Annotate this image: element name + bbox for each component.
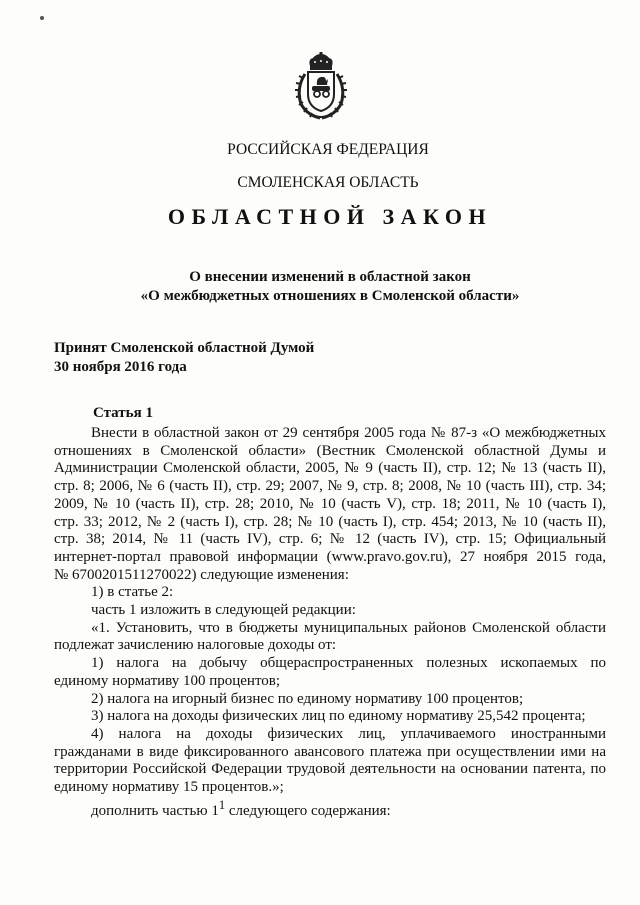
body-line: часть 1 изложить в следующей редакции: <box>91 602 356 619</box>
smolensk-coat-of-arms-icon <box>293 52 349 120</box>
law-subject-line: О внесении изменений в областной закон <box>189 269 471 285</box>
law-subject <box>10 268 640 306</box>
body-line: 2) налога на игорный бизнес по единому нормативу 100 процентов; <box>91 690 524 707</box>
article-body <box>54 425 606 820</box>
supplement-suffix: следующего содержания: <box>225 802 391 819</box>
body-line: стр. 8; 2006, № 6 (часть II), стр. 29; 2007, № 9, стр. 8; 2008, № 10 (часть III), стр. 34; <box>54 478 606 495</box>
body-line: Внести в областной закон от 29 сентября 2005 года № 87-з «О межбюджетных <box>91 425 606 441</box>
body-line: территории Российской Федерации трудовой деятельности на основании патента, по <box>54 761 606 778</box>
body-line: № 6700201511270022) следующие изменения: <box>54 566 349 583</box>
country-name: РОССИЙСКАЯ ФЕДЕРАЦИЯ <box>227 141 429 158</box>
region-name: СМОЛЕНСКАЯ ОБЛАСТЬ <box>237 174 419 191</box>
body-line: интернет-портал правовой информации (www.pravo.gov.ru), 27 ноября 2015 года, <box>54 548 606 565</box>
body-line: Администрации Смоленской области, 2005, № 9 (часть II), стр. 12; № 13 (часть II), <box>54 460 606 477</box>
law-type-title: ОБЛАСТНОЙ ЗАКОН <box>167 204 493 229</box>
adoption-body: Принят Смоленской областной Думой <box>54 340 315 356</box>
adoption-info <box>54 339 314 377</box>
body-line: отношениях в Смоленской области» (Вестник Смоленской областной Думы и <box>54 442 606 459</box>
body-line: 4) налога на доходы физических лиц, уплачиваемого иностранными <box>91 725 606 742</box>
body-line: 3) налога на доходы физических лиц по единому нормативу 25,542 процента; <box>91 708 586 725</box>
supplement-prefix: дополнить частью 1 <box>91 802 219 819</box>
body-line: подлежат зачислению налоговые доходы от: <box>54 637 337 654</box>
body-line: «1. Установить, что в бюджеты муниципальных районов Смоленской области <box>91 619 606 636</box>
scan-speck <box>40 16 44 20</box>
body-line: единому нормативу 100 процентов; <box>54 672 281 689</box>
body-line: стр. 33; 2012, № 2 (часть I), стр. 28; № 10 (часть I), стр. 454; 2013, № 10 (часть II), <box>54 513 606 530</box>
body-line: 2009, № 10 (часть II), стр. 28; 2010, № 10 (часть V), стр. 18; 2011, № 10 (часть I), <box>54 495 606 512</box>
adoption-date: 30 ноября 2016 года <box>54 359 187 375</box>
body-line: гражданами в виде фиксированного авансового платежа при осуществлении ими на <box>54 743 606 760</box>
body-line <box>54 797 606 821</box>
body-line: 1) в статье 2: <box>91 584 174 601</box>
article-heading: Статья 1 <box>93 405 153 421</box>
supplement-superscript: 1 <box>218 797 226 812</box>
body-line: стр. 38; 2014, № 11 (часть IV), стр. 6; № 12 (часть IV), стр. 15; Официальный <box>54 531 606 548</box>
body-line: 1) налога на добычу общераспространенных полезных ископаемых по <box>91 655 606 672</box>
law-subject-line: «О межбюджетных отношениях в Смоленской области» <box>140 288 520 304</box>
body-line: единому нормативу 15 процентов.»; <box>54 779 284 796</box>
